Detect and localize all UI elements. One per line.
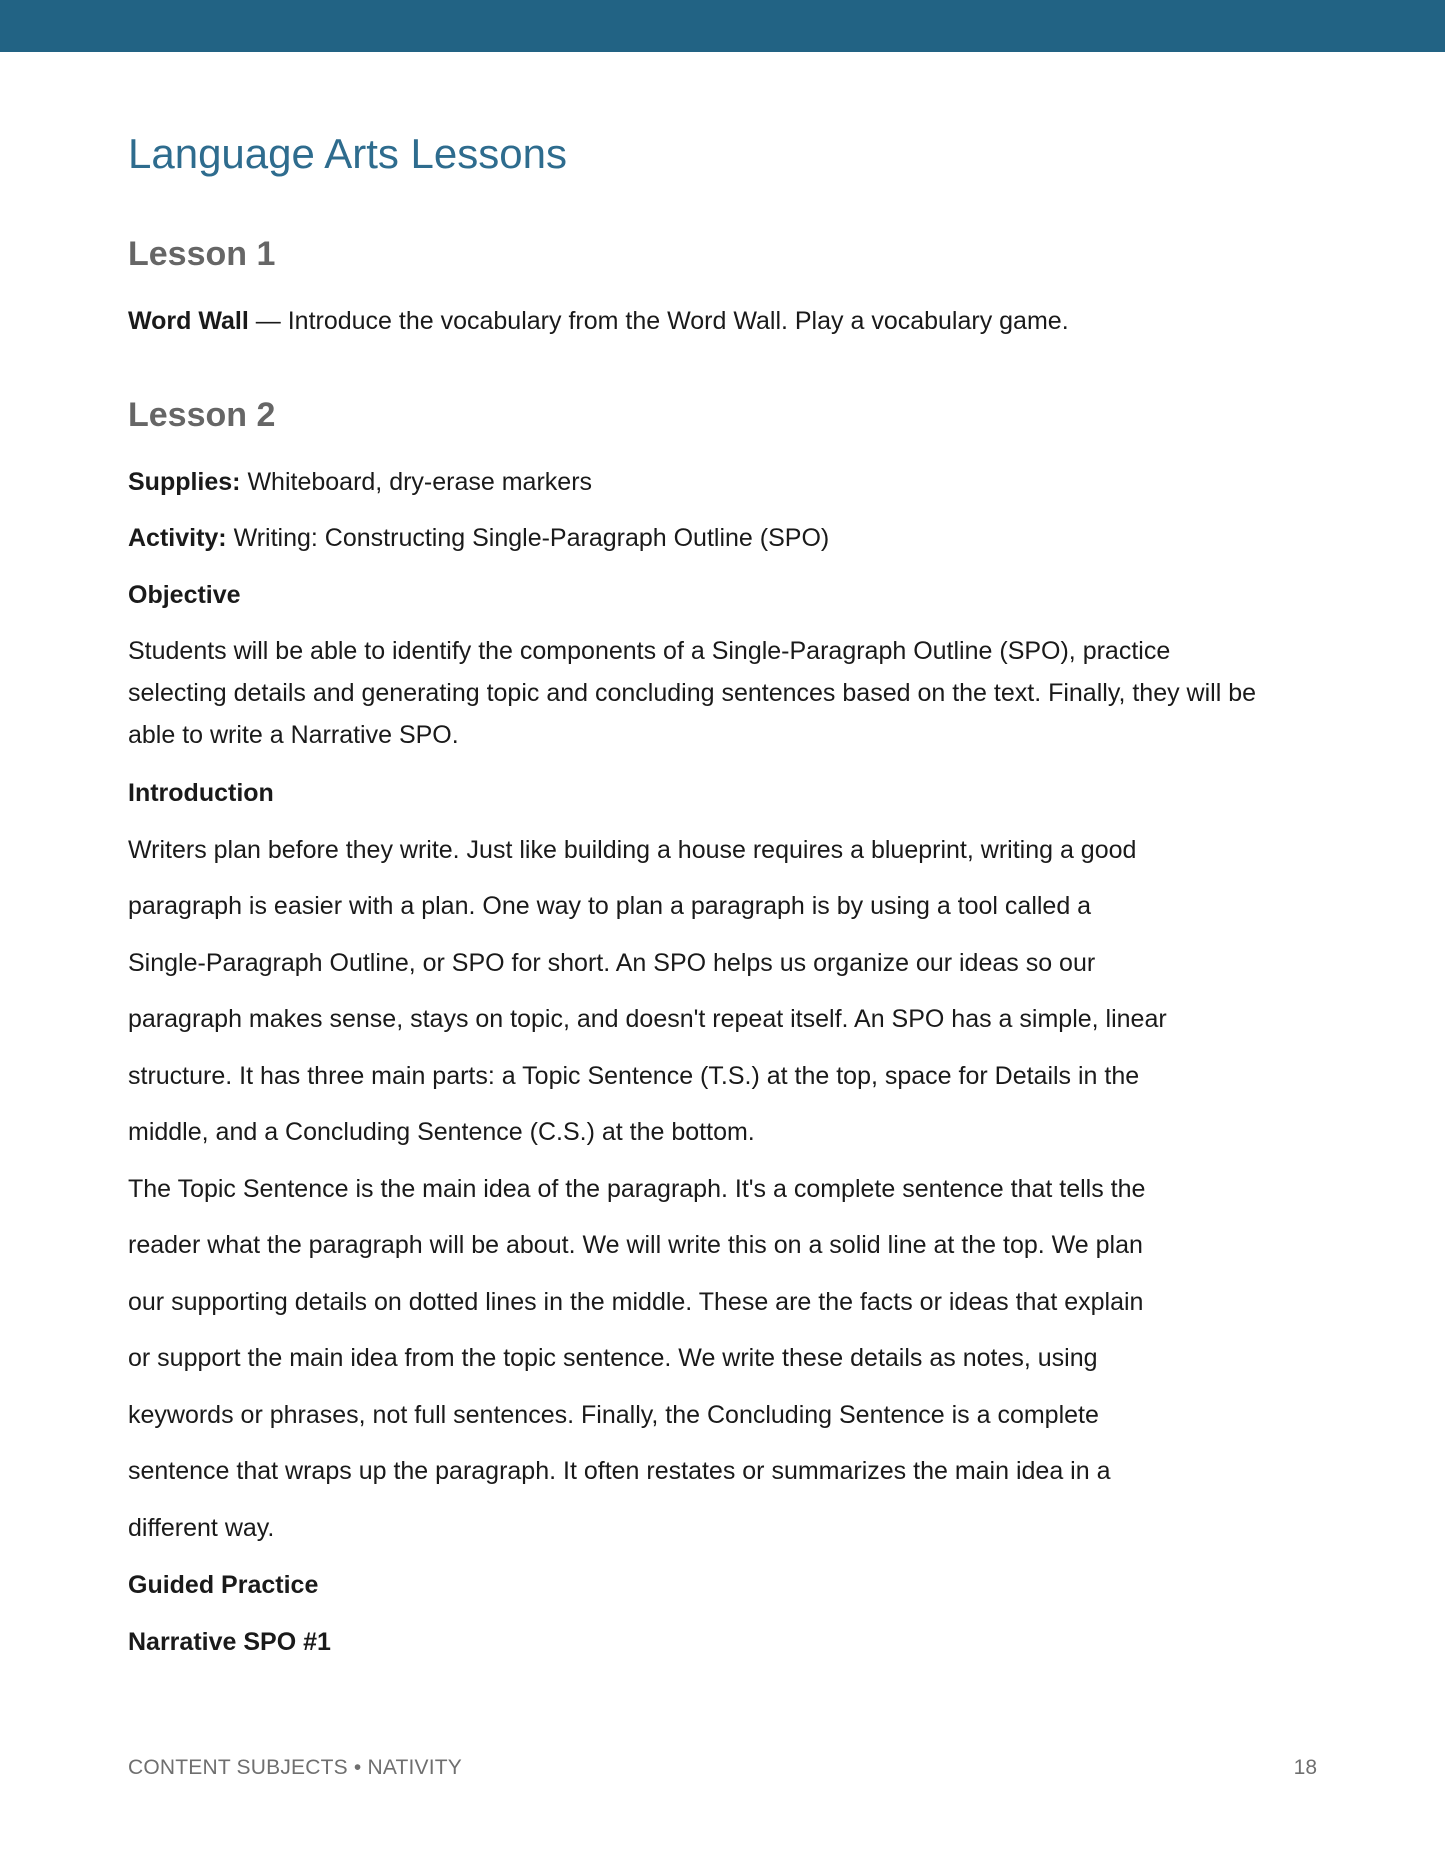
introduction-line: paragraph makes sense, stays on topic, and doesn't repeat itself. An SPO has a simple, linear xyxy=(128,1005,1167,1033)
introduction-line: keywords or phrases, not full sentences. Finally, the Concluding Sentence is a complete xyxy=(128,1401,1099,1429)
activity-label: Activity: xyxy=(128,524,227,552)
footer-section-label: CONTENT SUBJECTS • NATIVITY xyxy=(128,1756,463,1779)
introduction-line: The Topic Sentence is the main idea of the paragraph. It's a complete sentence that tells the xyxy=(128,1175,1146,1203)
activity-line xyxy=(128,521,829,555)
word-wall-line xyxy=(128,304,1069,338)
introduction-line: structure. It has three main parts: a Topic Sentence (T.S.) at the top, space for Details in the xyxy=(128,1062,1140,1090)
objective-line: selecting details and generating topic and concluding sentences based on the text. Finally, they will be xyxy=(128,679,1257,707)
guided-practice-heading: Guided Practice xyxy=(128,1571,319,1599)
word-wall-text: — Introduce the vocabulary from the Word Wall. Play a vocabulary game. xyxy=(248,307,1069,335)
objective-heading: Objective xyxy=(128,581,241,609)
introduction-line: Writers plan before they write. Just like building a house requires a blueprint, writing a good xyxy=(128,836,1137,864)
page-title: Language Arts Lessons xyxy=(128,130,567,177)
activity-text: Writing: Constructing Single-Paragraph Outline (SPO) xyxy=(226,524,830,552)
introduction-line: sentence that wraps up the paragraph. It often restates or summarizes the main idea in a xyxy=(128,1457,1111,1485)
objective-line: Students will be able to identify the components of a Single-Paragraph Outline (SPO), practice xyxy=(128,637,1171,665)
word-wall-label: Word Wall xyxy=(128,307,249,335)
page-number: 18 xyxy=(1293,1756,1317,1779)
introduction-line: our supporting details on dotted lines in the middle. These are the facts or ideas that explain xyxy=(128,1288,1144,1316)
supplies-label: Supplies: xyxy=(128,468,241,496)
introduction-line: middle, and a Concluding Sentence (C.S.) at the bottom. xyxy=(128,1118,755,1146)
supplies-line xyxy=(128,465,592,499)
header-bar xyxy=(0,0,1445,52)
introduction-line: Single-Paragraph Outline, or SPO for short. An SPO helps us organize our ideas so our xyxy=(128,949,1096,977)
introduction-heading: Introduction xyxy=(128,779,274,807)
supplies-text: Whiteboard, dry-erase markers xyxy=(240,468,593,496)
introduction-line: paragraph is easier with a plan. One way to plan a paragraph is by using a tool called a xyxy=(128,892,1092,920)
lesson-1-heading: Lesson 1 xyxy=(128,235,276,273)
introduction-line: different way. xyxy=(128,1514,275,1542)
introduction-line: reader what the paragraph will be about. We will write this on a solid line at the top. We plan xyxy=(128,1231,1143,1259)
introduction-line: or support the main idea from the topic sentence. We write these details as notes, using xyxy=(128,1344,1098,1372)
lesson-2-heading: Lesson 2 xyxy=(128,396,276,434)
objective-line: able to write a Narrative SPO. xyxy=(128,721,459,749)
narrative-spo-heading: Narrative SPO #1 xyxy=(128,1628,331,1656)
